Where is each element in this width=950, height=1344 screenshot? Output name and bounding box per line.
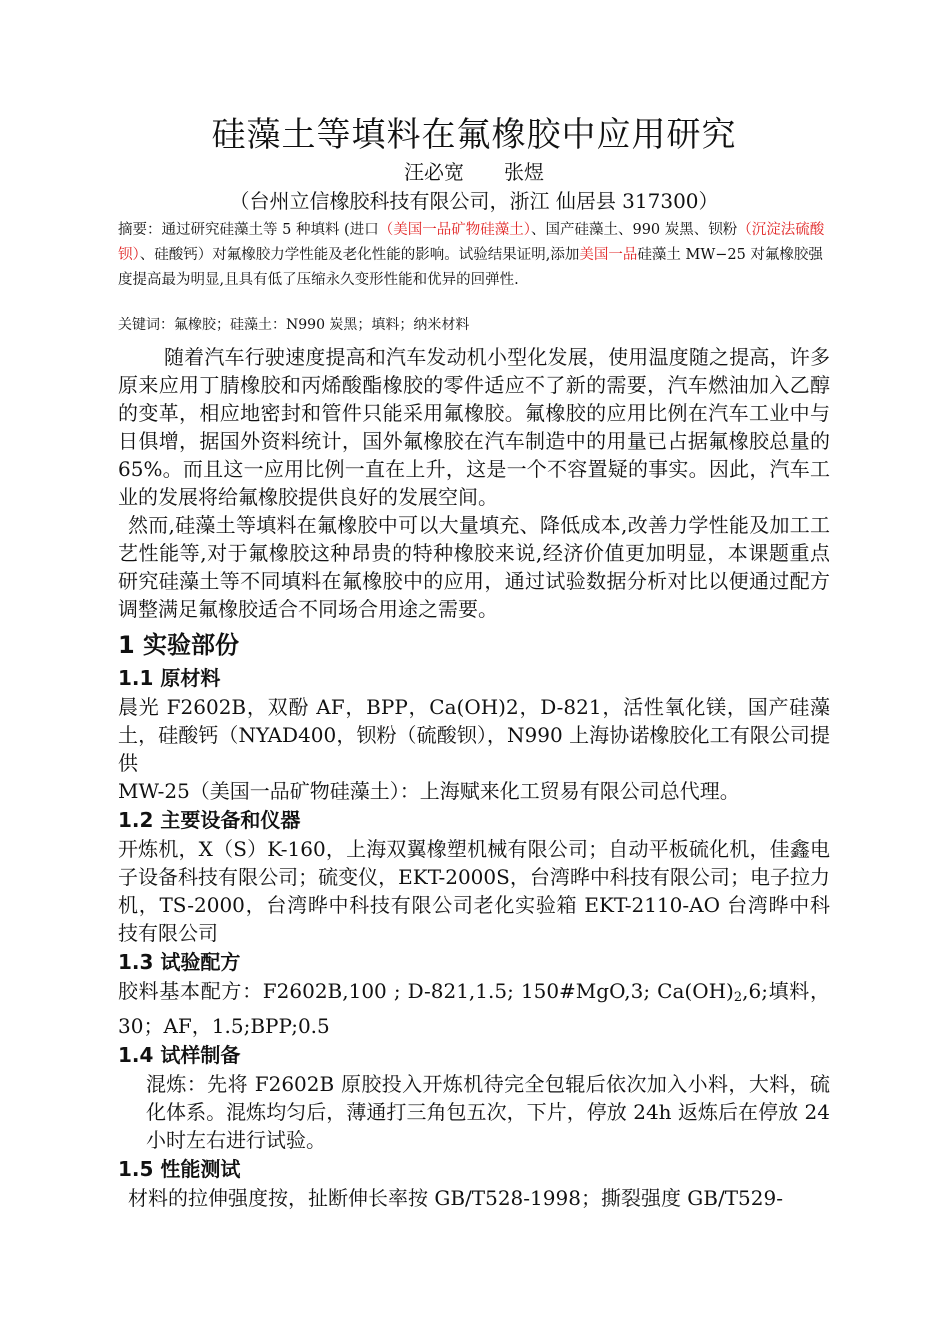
preparation-paragraph: 混炼：先将 F2602B 原胶投入开炼机待完全包辊后依次加入小料，大料，硫化体系。混炼均匀后，薄通打三角包五次，下片，停放 24h 返炼后在停放 24 小时左右进行试验。 [146,1072,830,1152]
paper-authors: 汪必宽 张煜 [404,160,544,184]
formula-text: ,6;填料，30；AF，1.5;BPP;0.5 [118,979,830,1038]
subsection-heading: 1.2 主要设备和仪器 [118,808,301,832]
abstract-highlight: （沉淀法硫酸钡） [118,222,825,263]
intro-paragraph-2: 然而,硅藻土等填料在氟橡胶中可以大量填充、降低成本,改善力学性能及加工工艺性能等,对于氟橡胶这种昂贵的特种橡胶来说,经济价值更加明显，本课题重点研究硅藻土等不同填料在氟橡胶中的应用，通过试验数据分析对比以便通过配方调整满足氟橡胶适合不同场合用途之需要。 [118,513,830,621]
abstract-highlight: 美国一品 [579,247,638,263]
intro-paragraph-1: 随着汽车行驶速度提高和汽车发动机小型化发展，使用温度随之提高，许多原来应用丁腈橡胶和丙烯酸酯橡胶的零件适应不了新的需要，汽车燃油加入乙醇的变革，相应地密封和管件只能采用氟橡胶。氟橡胶的应用比例在汽车工业中与日俱增，据国外资料统计，国外氟橡胶在汽车制造中的用量已占据氟橡胶总量的 65%。而且这一应用比例一直在上升，这是一个不容置疑的事实。因此，汽车工业的发展将给氟橡胶提供良好的发展空间。 [118,345,830,509]
abstract-text: 、国产硅藻土、990 炭黑、钡粉 [530,222,738,238]
keywords: 关键词：氟橡胶；硅藻土：N990 炭黑；填料；纳米材料 [118,317,470,333]
subsection-heading: 1.5 性能测试 [118,1157,241,1181]
section-heading: 1 实验部份 [118,631,240,659]
formula-paragraph [118,977,830,1040]
testing-paragraph: 材料的拉伸强度按，扯断伸长率按 GB/T528-1998；撕裂强度 GB/T529- [128,1186,783,1210]
abstract-text: 摘要：通过研究硅藻土等 5 种填料 (进口 [118,222,379,238]
paper-title: 硅藻土等填料在氟橡胶中应用研究 [211,115,737,155]
subsection-heading: 1.3 试验配方 [118,950,241,974]
equipment-paragraph: 开炼机，X（S）K-160，上海双翼橡塑机械有限公司；自动平板硫化机，佳鑫电子设备科技有限公司；硫变仪，EKT-2000S，台湾晔中科技有限公司；电子拉力机，TS-2000，台湾晔中科技有限公司老化实验箱 EKT-2110-AO 台湾晔中科技有限公司 [118,837,830,945]
materials-paragraph: MW-25（美国一品矿物硅藻土）：上海赋来化工贸易有限公司总代理。 [118,779,740,803]
formula-subscript: 2 [733,990,743,1005]
abstract-text: 硅藻土 MW−25 对氟橡胶强度提高最为明显,且具有低了压缩永久变形性能和优异的回弹性. [118,247,823,288]
abstract [118,218,830,293]
subsection-heading: 1.4 试样制备 [118,1043,241,1067]
subsection-heading: 1.1 原材料 [118,666,221,690]
paper-affiliation: （台州立信橡胶科技有限公司，浙江 仙居县 317300） [229,189,719,213]
materials-paragraph: 晨光 F2602B，双酚 AF，BPP，Ca(OH)2，D-821，活性氧化镁，国产硅藻土，硅酸钙（NYAD400，钡粉（硫酸钡），N990 上海协诺橡胶化工有限公司提供 [118,695,830,775]
abstract-text: 、硅酸钙）对氟橡胶力学性能及老化性能的影响。试验结果证明,添加 [139,247,580,263]
paper-content [118,112,830,1212]
abstract-highlight: （美国一品矿物硅藻土） [378,222,531,238]
formula-text: 胶料基本配方：F2602B,100 ; D-821,1.5; 150#MgO,3; Ca(OH) [118,979,734,1003]
